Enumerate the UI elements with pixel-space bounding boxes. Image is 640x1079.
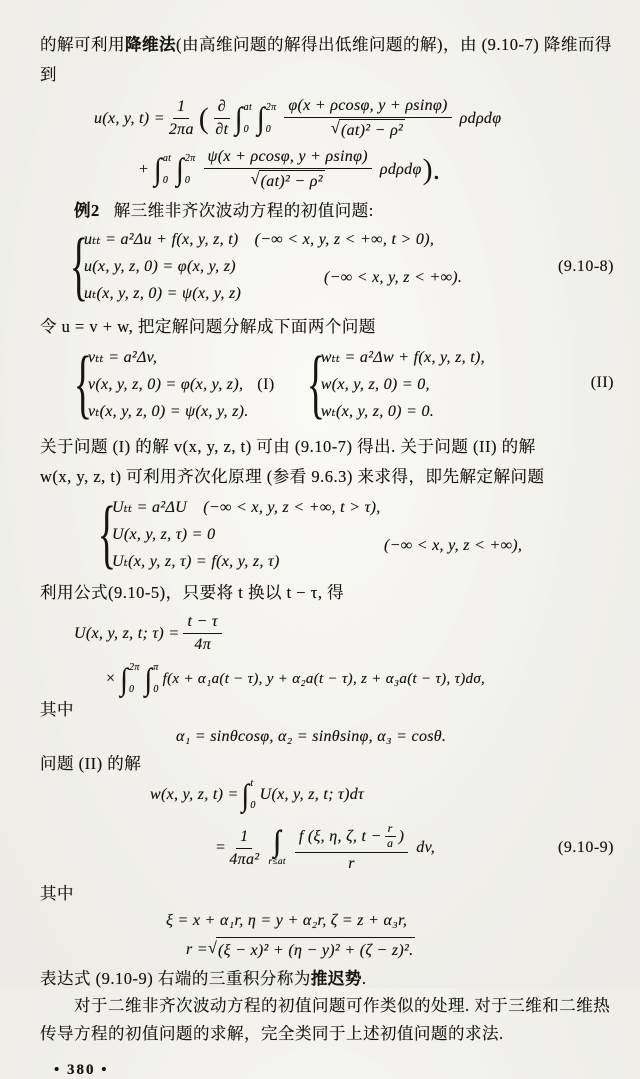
- f1-phi-num: φ(x + ρcosφ, y + ρsinφ): [284, 96, 451, 118]
- f1-measure: ρdρdφ: [379, 160, 422, 178]
- integral-2pi: [120, 663, 142, 695]
- solution-II-heading: 问题 (II) 的解: [40, 754, 142, 773]
- fw2-num-post: ): [398, 827, 405, 845]
- system8-equation: uₜₜ = a²Δu + f(x, y, z, t) (−∞ < x, y, z < +∞, t > 0),: [84, 231, 435, 248]
- xi-eta-zeta-definitions: ξ = x + α₁r, η = y + α₂r, ζ = z + α₃r,: [166, 912, 408, 929]
- f1-coef-num: 1: [173, 97, 189, 119]
- fw2-coef-num: 1: [236, 827, 252, 849]
- example2-heading: [40, 196, 614, 226]
- fw2-denominator: r: [348, 854, 355, 872]
- system-II: [303, 342, 485, 427]
- integral-sign: ∫: [154, 151, 162, 187]
- fw2-measure: dv,: [416, 839, 436, 856]
- formula-9-10-9: [216, 819, 614, 877]
- fw2-coef-fraction: [229, 827, 259, 870]
- integral-sign: ∫: [234, 100, 243, 136]
- integral-lower-limit: 0: [153, 684, 159, 695]
- f1-psi-fraction: [204, 147, 372, 192]
- system-9-10-8: [66, 224, 614, 310]
- formula-U-line2: [106, 663, 614, 695]
- integral-upper-limit: 2π: [265, 101, 277, 113]
- system-U: [94, 492, 614, 577]
- r-definition: [186, 937, 614, 963]
- integral-2pi: [176, 151, 198, 187]
- radical-sign: √: [250, 171, 260, 188]
- integral-at: [154, 151, 174, 187]
- fU-lhs: U(x, y, z, t; τ) =: [74, 624, 180, 642]
- equals-sign: =: [216, 839, 226, 856]
- integral-upper-limit: at: [243, 101, 253, 113]
- integral-at: [234, 100, 255, 136]
- paragraph-solutions-line2: w(x, y, z, t) 可利用齐次化原理 (参看 9.6.3) 来求得，即先解定解问题: [40, 467, 545, 486]
- formula-descent-line2: + ∫ at 0 ∫ 2π 0 ψ(x + ρcosφ, y + ρsinφ) √ (at)² − ρ² ρdρdφ ).: [138, 148, 441, 190]
- f1-ddt-den: ∂t: [215, 121, 229, 138]
- integral-pi: [145, 663, 162, 695]
- f1-phi-fraction: [284, 96, 451, 141]
- radical-sign: √: [330, 120, 340, 137]
- decomposition-sentence: 令 u = v + w, 把定解问题分解成下面两个问题: [40, 317, 376, 336]
- integral-0-t: [242, 779, 259, 811]
- plus-sign: +: [138, 160, 150, 178]
- whereby-label-1: 其中: [40, 700, 74, 719]
- integral-sign: ∫: [257, 100, 265, 136]
- integral-lower-limit: 0: [243, 123, 249, 135]
- fw2-numerator: [295, 822, 408, 853]
- formula-w-line1: [150, 779, 614, 811]
- term-retarded-potential: 推迟势: [310, 969, 362, 988]
- f1-psi-num: ψ(x + ρcosφ, y + ρsinφ): [204, 147, 372, 169]
- system8-initial-u: u(x, y, z, 0) = φ(x, y, z): [84, 258, 236, 275]
- fw1-integrand: U(x, y, z, t; τ)dτ: [259, 786, 365, 803]
- label-II: (II): [590, 374, 614, 391]
- page-number: • 380 •: [54, 1062, 109, 1078]
- fw2-coef-den: 4πa²: [229, 850, 260, 868]
- fU-den: 4π: [194, 636, 212, 653]
- term-dimension-reduction: 降维法: [125, 35, 176, 54]
- f1-phi-den: [331, 118, 405, 141]
- fw2-inner-num: r: [385, 822, 396, 837]
- alpha-definitions: α₁ = sinθcosφ, α₂ = sinθsinφ, α₃ = cosθ.: [176, 728, 447, 745]
- radical-sign: √: [207, 940, 218, 957]
- f1-lhs: u(x, y, t) =: [94, 109, 165, 127]
- closing-paragraph-line2: 传导方程的初值问题的求解，完全类同于上述初值问题的求法.: [40, 1024, 504, 1043]
- whereby-label-2: 其中: [40, 884, 74, 903]
- integral-sign: ∫: [241, 777, 250, 812]
- r-def-sqrt: [208, 937, 415, 963]
- integral-upper-limit: t: [250, 778, 254, 789]
- f1-measure: ρdρdφ: [459, 109, 502, 127]
- f1-coef-fraction: [169, 97, 194, 140]
- formula-descent: [94, 96, 614, 192]
- f1-phi-radicand: (at)² − ρ²: [339, 119, 405, 141]
- left-brace: {: [97, 492, 117, 577]
- intro-paragraph-line1: [40, 30, 614, 60]
- integral-upper-limit: π: [153, 662, 159, 673]
- systemU-domain: (−∞ < x, y, z < +∞),: [384, 537, 523, 554]
- f1-psi-radicand: (at)² − ρ²: [259, 170, 325, 192]
- systemI-initial-v: v(x, y, z, 0) = φ(x, y, z), (I): [88, 376, 275, 393]
- systemI-initial-vt: vₜ(x, y, z, 0) = ψ(x, y, z).: [88, 403, 249, 420]
- left-brace: {: [306, 342, 325, 427]
- integral-lower-limit: 0: [162, 174, 169, 186]
- intro-post: (由高维问题的解得出低维问题的解)，由 (9.10-7) 降维而得: [176, 35, 612, 54]
- paragraph-solutions-line1: 关于问题 (I) 的解 v(x, y, z, t) 可由 (9.10-7) 得出. 关于问题 (II) 的解: [40, 437, 536, 456]
- systemU-equation: Uₜₜ = a²ΔU (−∞ < x, y, z < +∞, t > τ),: [112, 499, 381, 516]
- fU-fraction: [183, 612, 221, 655]
- times-sign: ×: [106, 670, 116, 687]
- systems-I-II: [70, 342, 614, 428]
- systemI-equation: vₜₜ = a²Δv,: [88, 349, 158, 366]
- systemII-initial-w: w(x, y, z, 0) = 0,: [320, 376, 430, 393]
- r-def-radicand: (ξ − x)² + (η − y)² + (ζ − z)².: [216, 937, 415, 963]
- integral-sign: ∫: [120, 661, 129, 696]
- triple-integral-sign: ∫∫∫: [273, 824, 274, 858]
- intro-pre: 的解可利用: [40, 35, 125, 54]
- integral-lower-limit: 0: [250, 800, 256, 811]
- label-I: (I): [257, 376, 275, 393]
- fU-num: t − τ: [183, 612, 221, 634]
- systemU-initial-U: U(x, y, z, τ) = 0: [112, 526, 216, 543]
- equation-number-9-10-9: (9.10-9): [558, 839, 614, 856]
- integral-sign: ∫: [144, 661, 153, 696]
- fw2-inner-den: a: [386, 836, 394, 850]
- example2-label: 例2: [74, 201, 100, 220]
- closing-paragraph-line1: 对于二维非齐次波动方程的初值问题可作类似的处理. 对于三维和二维热: [74, 996, 611, 1015]
- fw2-main-fraction: [295, 822, 408, 874]
- retarded-pre: 表达式 (9.10-9) 右端的三重积分称为: [40, 969, 311, 988]
- fU2-integrand: f(x + α₁a(t − τ), y + α₂a(t − τ), z + α₃a(t − τ), τ)dσ,: [162, 670, 486, 687]
- integral-upper-limit: 2π: [184, 152, 196, 164]
- integral-lower-limit: 0: [184, 174, 191, 186]
- f1-psi-den: [251, 169, 325, 192]
- f1-coef-den: 2πa: [168, 121, 194, 138]
- equation-number-9-10-8: (9.10-8): [558, 258, 614, 275]
- fw2-num-pre: f (ξ, η, ζ, t −: [298, 827, 382, 845]
- systemII-equation: wₜₜ = a²Δw + f(x, y, z, t),: [320, 349, 485, 366]
- integral-2pi: [257, 100, 279, 136]
- triple-integral: [268, 824, 286, 868]
- system8-initial-ut: uₜ(x, y, z, 0) = ψ(x, y, z): [84, 285, 242, 302]
- r-def-lhs: r =: [186, 941, 208, 958]
- integral-upper-limit: at: [162, 152, 172, 164]
- integral-upper-limit: 2π: [129, 662, 140, 673]
- fw2-inner-fraction: [385, 822, 396, 851]
- formula-descent-line1: u(x, y, t) = $\frac{1}{2\pi a}$ ( $\frac{\partial}{\partial t}$ ∫ at 0 ∫ 2π 0 φ(x + ρcosφ, y + ρsinφ) √ (at)² − ρ² ρdρdφ: [94, 97, 502, 139]
- f1-ddt-num: ∂: [214, 97, 230, 119]
- f1-ddt-fraction: [214, 97, 230, 140]
- systemU-initial-Ut: Uₜ(x, y, z, τ) = f(x, y, z, τ): [112, 553, 280, 570]
- integral-sign: ∫: [176, 151, 184, 187]
- formula-U: [74, 612, 614, 655]
- integral-lower-limit: 0: [129, 684, 135, 695]
- fw1-lhs: w(x, y, z, t) =: [150, 786, 239, 803]
- systemII-initial-wt: wₜ(x, y, z, 0) = 0.: [320, 403, 435, 420]
- triple-integral-domain: r≤at: [268, 856, 286, 867]
- system8-domain: (−∞ < x, y, z < +∞).: [324, 269, 463, 286]
- system-I: [70, 342, 275, 427]
- intro-paragraph-line2: 到: [40, 65, 57, 84]
- left-brace: {: [73, 342, 93, 427]
- integral-lower-limit: 0: [265, 123, 272, 135]
- left-brace: {: [69, 224, 89, 309]
- retarded-post: .: [361, 969, 367, 988]
- substitution-sentence: 利用公式(9.10-5)，只要将 t 换以 t − τ, 得: [40, 583, 345, 602]
- example2-title: 解三维非齐次波动方程的初值问题:: [113, 201, 374, 220]
